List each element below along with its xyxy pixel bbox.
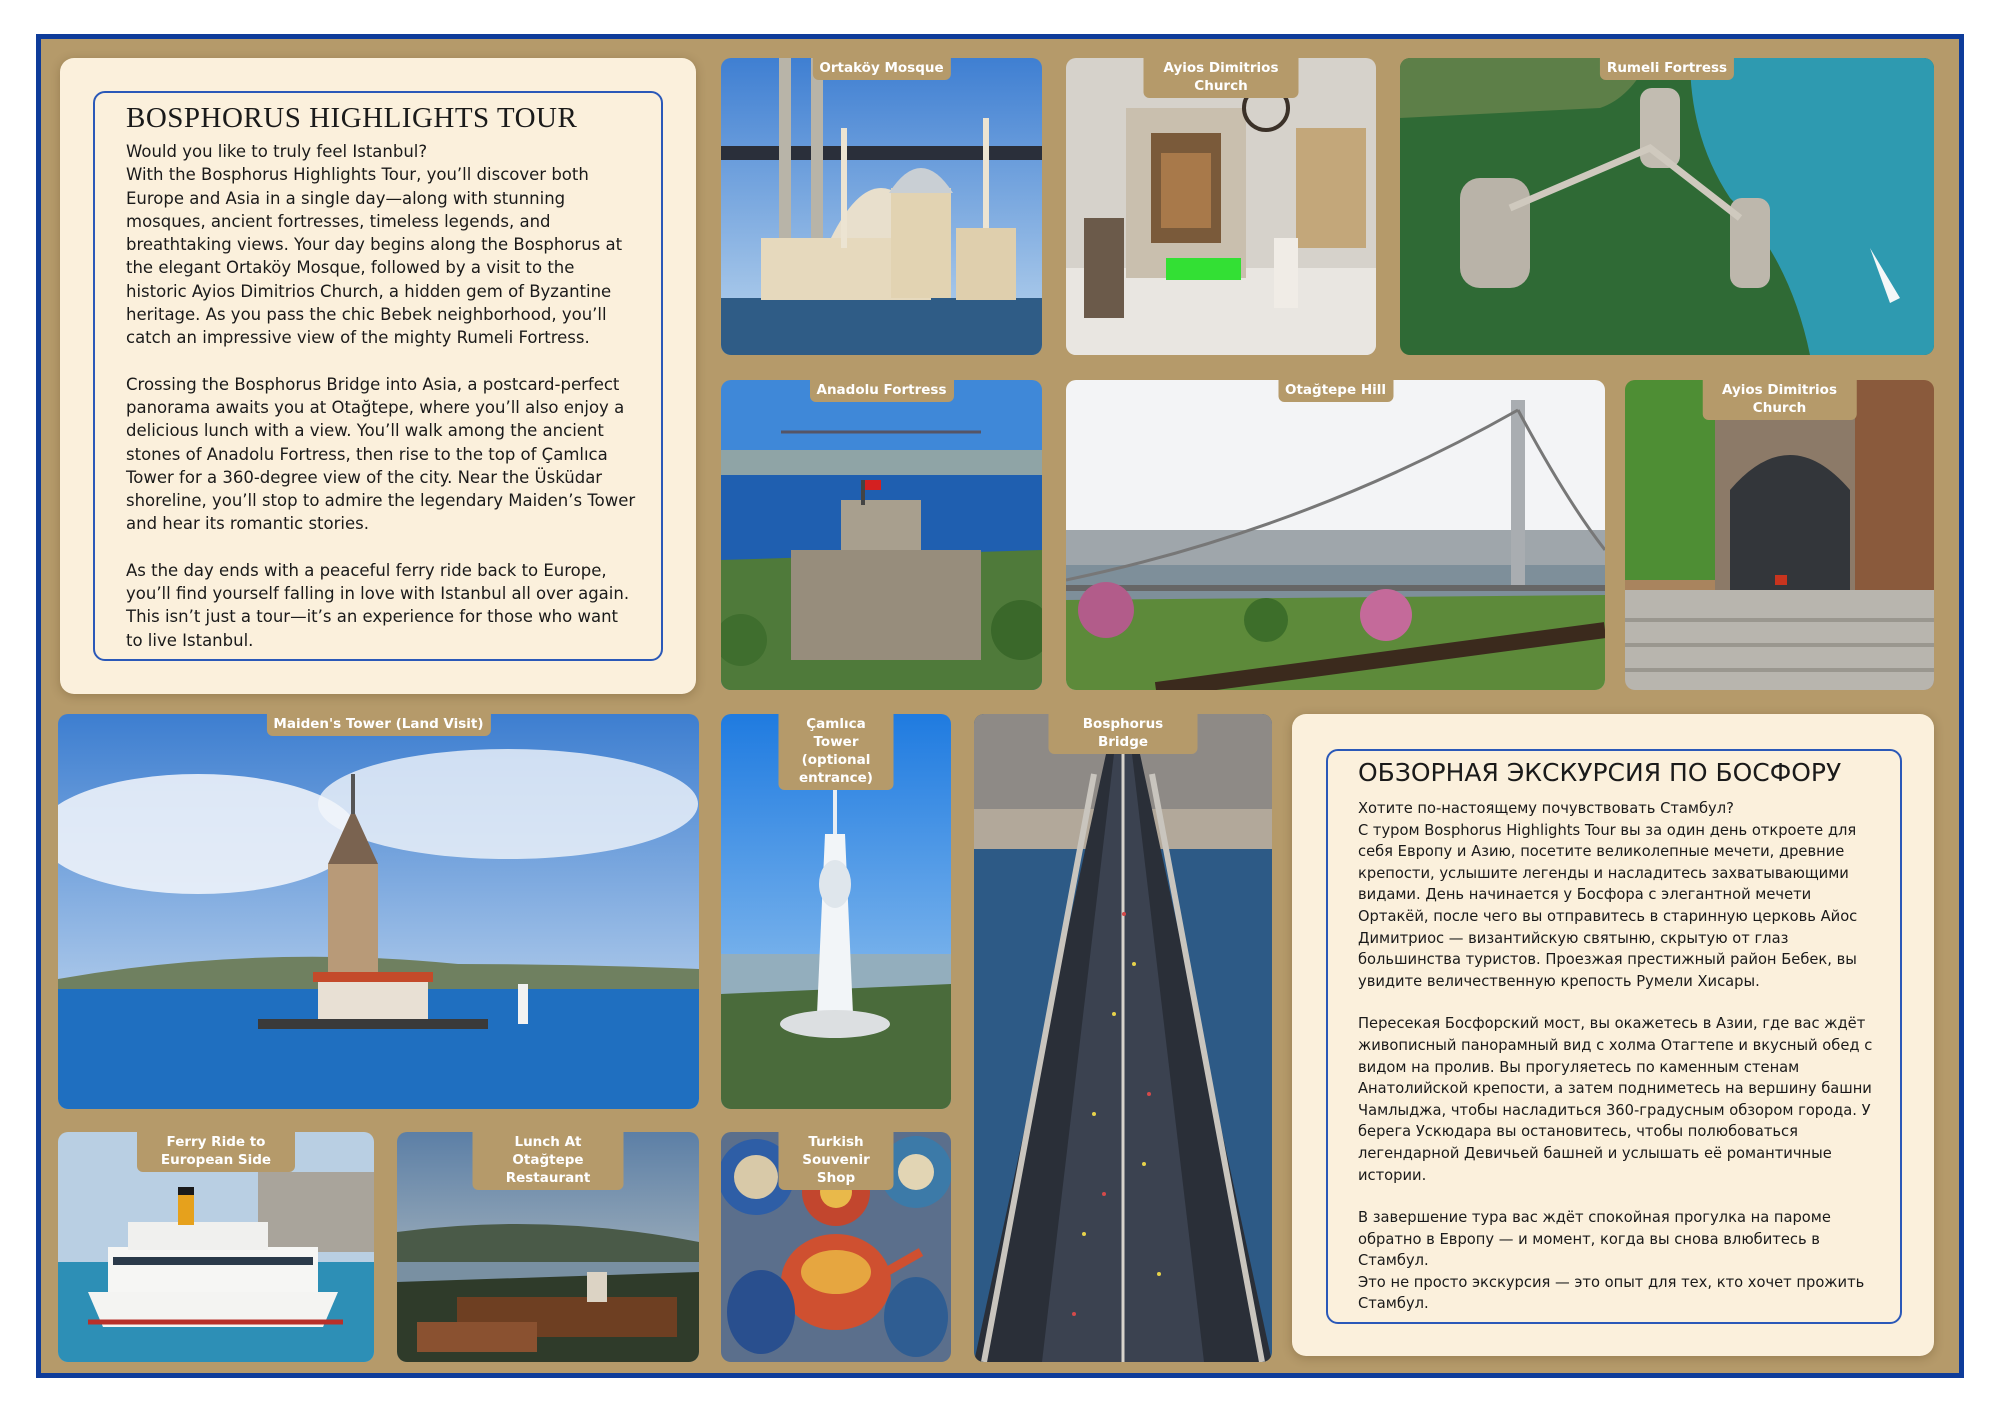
label-ferry-ride: Ferry Ride to European Side <box>137 1132 295 1172</box>
otagtepe-hill-image <box>1066 380 1605 690</box>
rumeli-fortress-image <box>1400 58 1934 355</box>
russian-paragraph-1: Хотите по-настоящему почувствовать Стамбул? С туром Bosphorus Highlights Tour вы за один день откроете для себя Европу и Азию, посетите великолепные мечети, древние крепости, услышите легенды и насладитесь захватывающими видами. День начинается у Босфора с элегантной мечети Ортакёй, после чего вы отправитесь в старинную церковь Айос Димитриос — византийскую святыню, скрытую от глаз большинства туристов. Проезжая престижный район Бебек, вы увидите величественную крепость Румели Хисары. <box>1358 800 1858 990</box>
photo-lunch-otagtepe <box>397 1132 699 1362</box>
bosphorus-bridge-image <box>974 714 1272 1362</box>
photo-ferry-ride <box>58 1132 374 1362</box>
photo-otagtepe-hill <box>1066 380 1605 690</box>
photo-ortakoy-mosque <box>721 58 1042 355</box>
photo-souvenir-shop <box>721 1132 951 1362</box>
maidens-tower-image <box>58 714 699 1109</box>
english-paragraph-3: As the day ends with a peaceful ferry ride back to Europe, you’ll find yourself falling in love with Istanbul all over again. This isn’t just a tour—it’s an experience for those who want to live Istanbul. <box>126 560 630 650</box>
photo-bosphorus-bridge <box>974 714 1272 1362</box>
english-paragraph-2: Crossing the Bosphorus Bridge into Asia, a postcard-perfect panorama awaits you at Otağtepe, where you’ll also enjoy a delicious lunch with a view. You’ll walk among the ancient stones of Anadolu Fortress, then rise to the top of Çamlıca Tower for a 360-degree view of the city. Near the Üsküdar shoreline, you’ll stop to admire the legendary Maiden’s Tower and hear its romantic stories. <box>126 374 636 534</box>
label-camlica-tower: Çamlıca Tower (optional entrance) <box>779 714 894 790</box>
russian-body <box>1358 798 1878 1315</box>
church-exterior-image <box>1625 380 1934 690</box>
ortakoy-mosque-image <box>721 58 1042 355</box>
russian-description-card <box>1292 714 1934 1356</box>
russian-paragraph-2: Пересекая Босфорский мост, вы окажетесь в Азии, где вас ждёт живописный панорамный вид с холма Отагтепе и вкусный обед с видом на пролив. Вы прогуляетесь по каменным стенам Анатолийской крепости, а затем подниметесь на вершину башни Чамлыджа, чтобы насладиться 360-градусным обзором города. У берега Ускюдара вы остановитесь, чтобы полюбоваться легендарной Девичьей башней и услышать её романтичные истории. <box>1358 1015 1873 1184</box>
label-bosphorus-bridge: Bosphorus Bridge <box>1049 714 1198 754</box>
english-paragraph-1: Would you like to truly feel Istanbul? With the Bosphorus Highlights Tour, you’ll discover both Europe and Asia in a single day—along with stunning mosques, ancient fortresses, timeless legends, and breathtaking views. Your day begins along the Bosphorus at the elegant Ortaköy Mosque, followed by a visit to the historic Ayios Dimitrios Church, a hidden gem of Byzantine heritage. As you pass the chic Bebek neighborhood, you’ll catch an impressive view of the mighty Rumeli Fortress. <box>126 142 623 348</box>
photo-camlica-tower <box>721 714 951 1109</box>
label-anadolu-fortress: Anadolu Fortress <box>810 380 954 402</box>
label-maidens-tower: Maiden's Tower (Land Visit) <box>266 714 490 736</box>
russian-paragraph-3: В завершение тура вас ждёт спокойная прогулка на пароме обратно в Европу — и момент, когда вы снова влюбитесь в Стамбул. Это не просто экскурсия — это опыт для тех, кто хочет прожить Стамбул. <box>1358 1209 1865 1313</box>
english-body <box>126 140 636 652</box>
english-description-card <box>60 58 696 694</box>
photo-rumeli-fortress <box>1400 58 1934 355</box>
photo-anadolu-fortress <box>721 380 1042 690</box>
english-title: BOSPHORUS HIGHLIGHTS TOUR <box>126 102 578 134</box>
label-lunch-otagtepe: Lunch At Otağtepe Restaurant <box>473 1132 624 1190</box>
anadolu-fortress-image <box>721 380 1042 690</box>
label-otagtepe-hill: Otağtepe Hill <box>1278 380 1393 402</box>
church-interior-image <box>1066 58 1376 355</box>
label-ortakoy-mosque: Ortaköy Mosque <box>812 58 950 80</box>
photo-ayios-dimitrios-exterior <box>1625 380 1934 690</box>
label-souvenir-shop: Turkish Souvenir Shop <box>779 1132 894 1190</box>
label-rumeli-fortress: Rumeli Fortress <box>1600 58 1734 80</box>
photo-maidens-tower <box>58 714 699 1109</box>
russian-title: ОБЗОРНАЯ ЭКСКУРСИЯ ПО БОСФОРУ <box>1358 758 1842 787</box>
photo-ayios-dimitrios-interior <box>1066 58 1376 355</box>
label-ayios-dimitrios-church-1: Ayios Dimitrios Church <box>1144 58 1299 98</box>
label-ayios-dimitrios-church-2: Ayios Dimitrios Church <box>1702 380 1857 420</box>
